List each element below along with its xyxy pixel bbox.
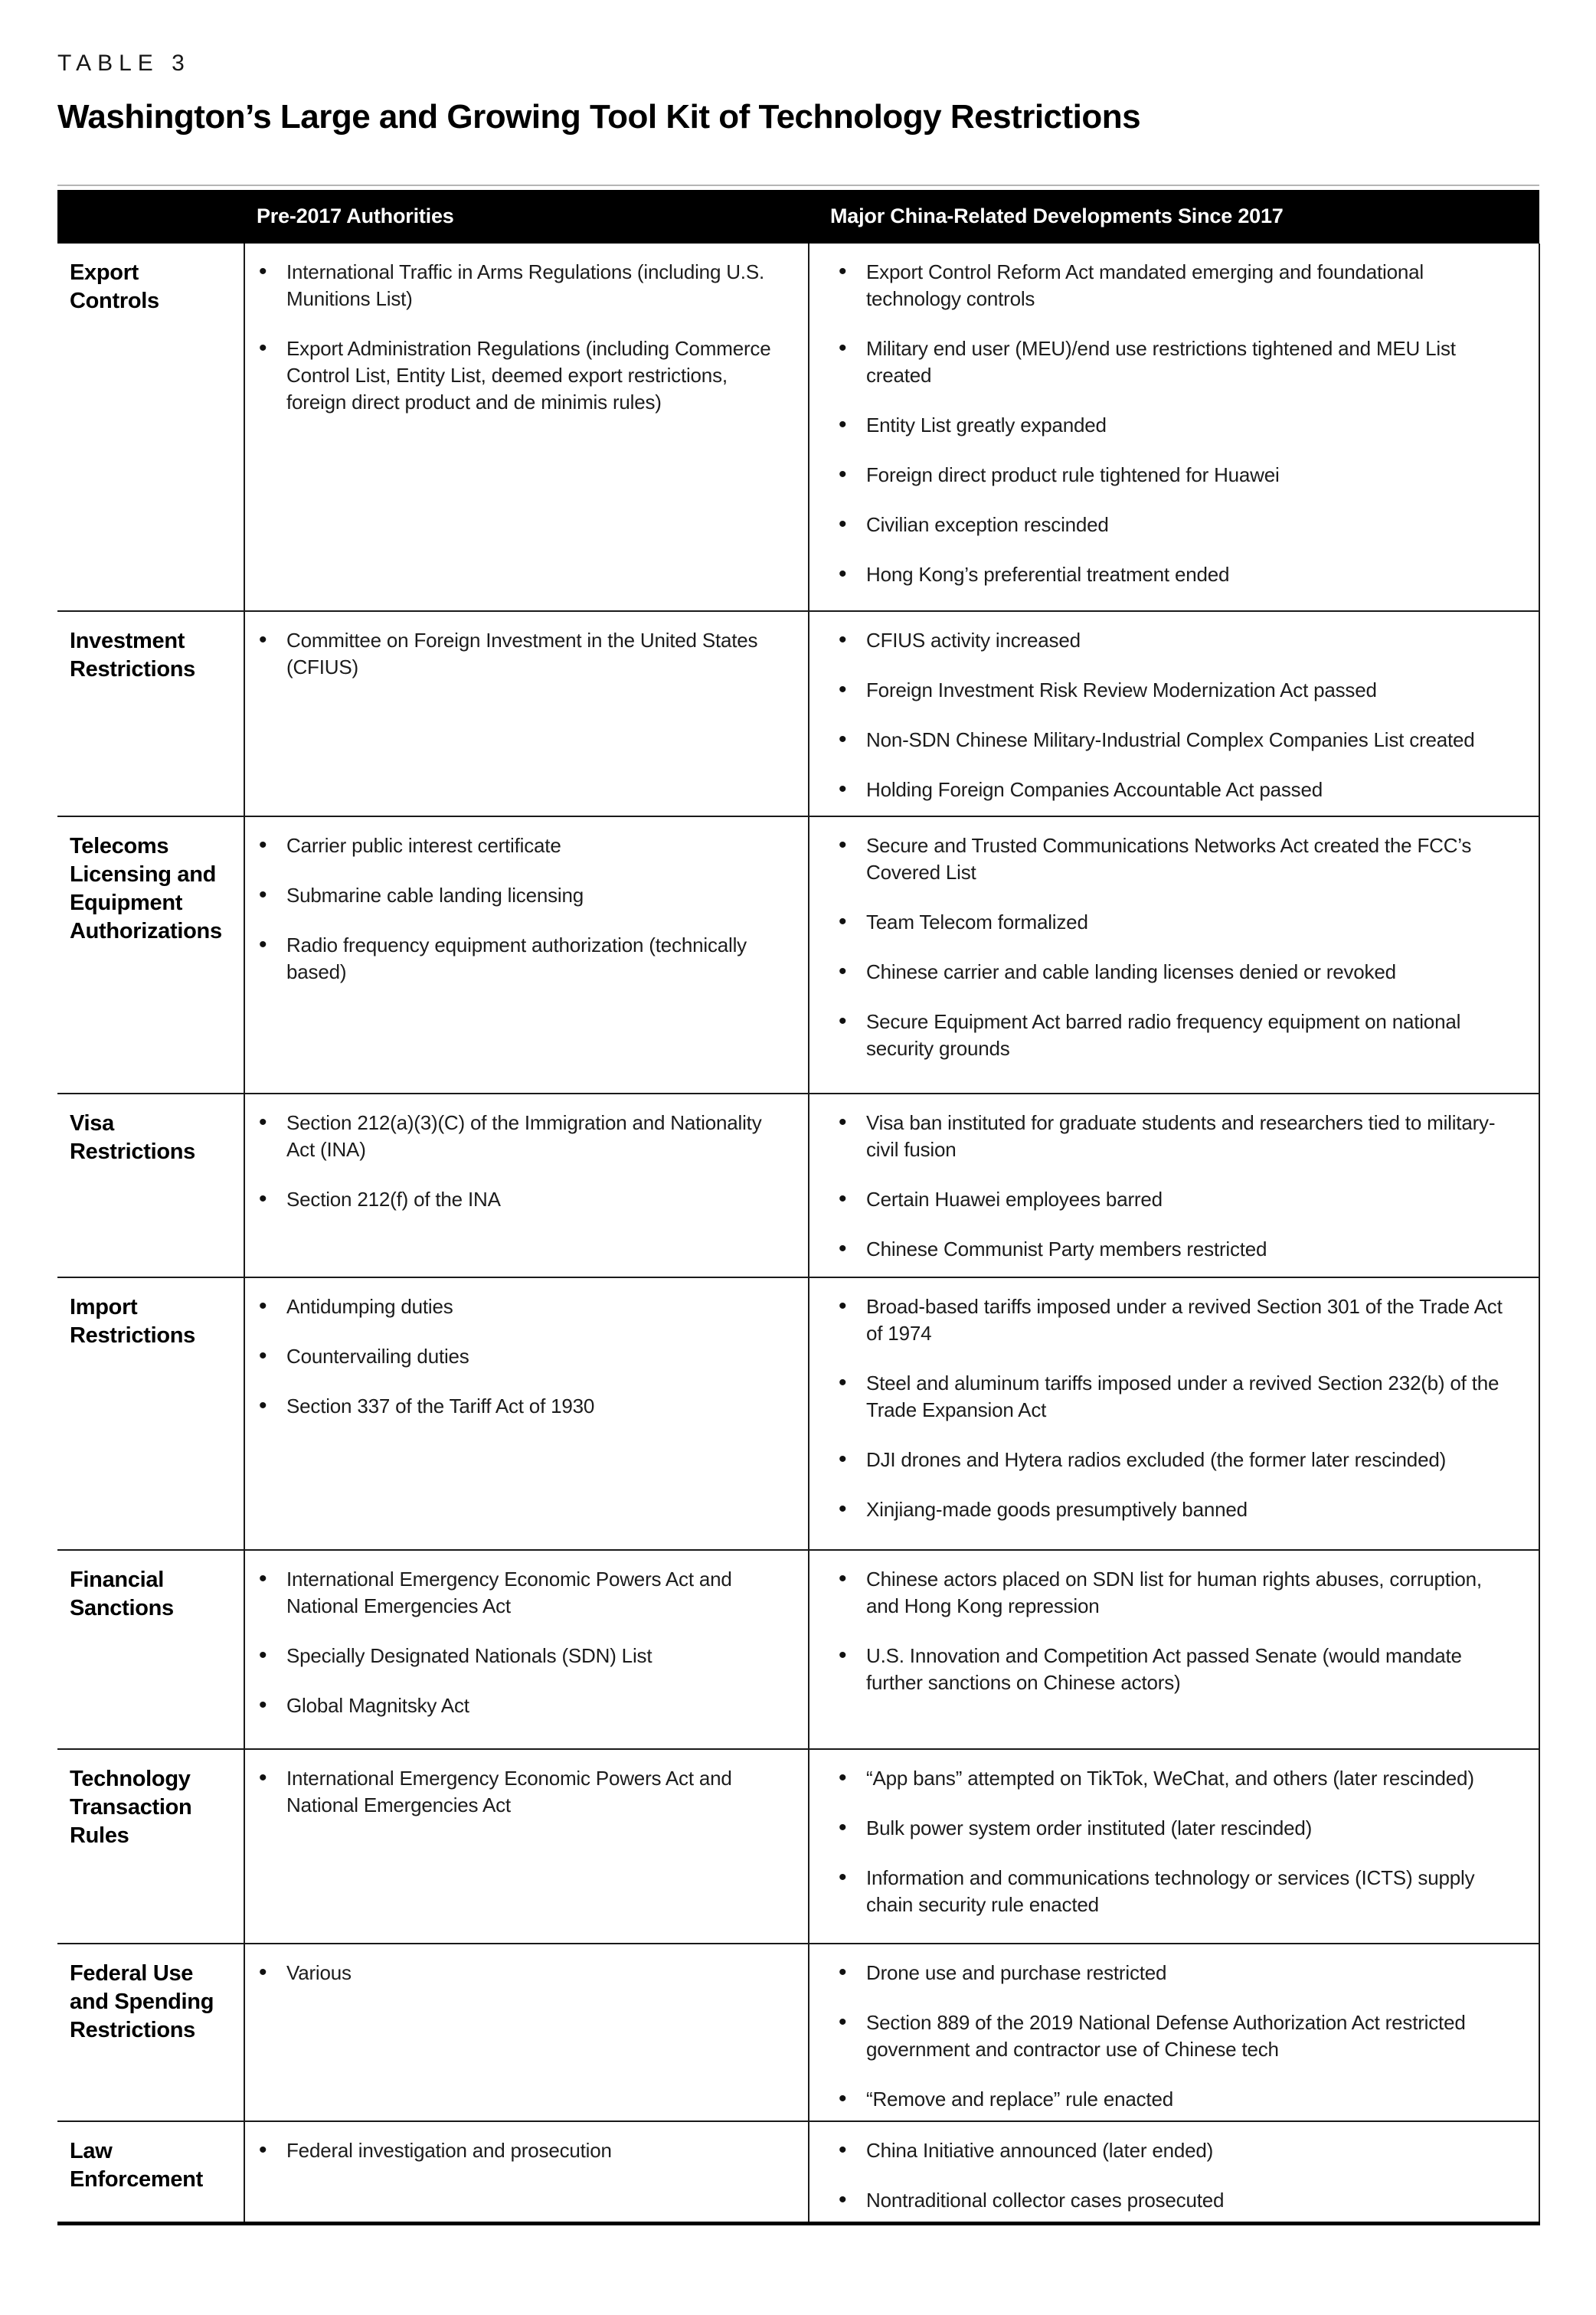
list-item: • Drone use and purchase restricted — [837, 1960, 1516, 1986]
list-item: • Federal investigation and prosecution — [257, 2137, 785, 2164]
page-title: Washington’s Large and Growing Tool Kit of Technology Restrictions — [57, 98, 1141, 136]
list-item: • “Remove and replace” rule enacted — [837, 2086, 1516, 2113]
developments-cell — [809, 1094, 1539, 1277]
table-row — [57, 1550, 1539, 1749]
table-row — [57, 816, 1539, 1094]
row-category: Visa Restrictions — [57, 1094, 244, 1277]
list-item: • Radio frequency equipment authorization (technically based) — [257, 932, 785, 986]
header-developments: Major China-Related Developments Since 2017 — [809, 190, 1539, 244]
row-category: Law Enforcement — [57, 2121, 244, 2224]
list-item: • International Emergency Economic Powers Act and National Emergencies Act — [257, 1765, 785, 1819]
list-item: • Countervailing duties — [257, 1343, 785, 1370]
list-item: • Section 212(a)(3)(C) of the Immigration and Nationality Act (INA) — [257, 1110, 785, 1163]
list-item: • Global Magnitsky Act — [257, 1692, 785, 1719]
list-item: • Export Administration Regulations (including Commerce Control List, Entity List, deemed export restrictions, foreign direct product and de minimis rules) — [257, 335, 785, 416]
list-item: • Foreign Investment Risk Review Modernization Act passed — [837, 677, 1516, 704]
row-category: Import Restrictions — [57, 1277, 244, 1550]
list-item: • CFIUS activity increased — [837, 627, 1516, 654]
list-item: • Information and communications technology or services (ICTS) supply chain security rule enacted — [837, 1865, 1516, 1918]
list-item: • Non-SDN Chinese Military-Industrial Complex Companies List created — [837, 727, 1516, 754]
table-row — [57, 244, 1539, 611]
list-item: • International Traffic in Arms Regulations (including U.S. Munitions List) — [257, 259, 785, 312]
row-category: Financial Sanctions — [57, 1550, 244, 1749]
list-item: • Holding Foreign Companies Accountable Act passed — [837, 777, 1516, 803]
list-item: • Military end user (MEU)/end use restrictions tightened and MEU List created — [837, 335, 1516, 389]
developments-cell — [809, 1749, 1539, 1944]
row-category: Technology Transaction Rules — [57, 1749, 244, 1944]
list-item: • Civilian exception rescinded — [837, 512, 1516, 538]
list-item: • International Emergency Economic Powers Act and National Emergencies Act — [257, 1566, 785, 1620]
list-item: • Carrier public interest certificate — [257, 832, 785, 859]
header-category-cell — [57, 190, 244, 244]
list-item: • Section 337 of the Tariff Act of 1930 — [257, 1393, 785, 1420]
developments-cell — [809, 1944, 1539, 2121]
row-category: Federal Use and Spending Restrictions — [57, 1944, 244, 2121]
pre-2017-cell — [244, 1944, 809, 2121]
list-item: • Visa ban instituted for graduate students and researchers tied to military-civil fusion — [837, 1110, 1516, 1163]
header-row — [57, 190, 1539, 244]
table-top-rule — [57, 185, 1539, 186]
list-item: • U.S. Innovation and Competition Act passed Senate (would mandate further sanctions on Chinese actors) — [837, 1643, 1516, 1696]
list-item: • Nontraditional collector cases prosecuted — [837, 2187, 1516, 2214]
pre-2017-cell — [244, 1550, 809, 1749]
developments-cell — [809, 1277, 1539, 1550]
list-item: • Export Control Reform Act mandated emerging and foundational technology controls — [837, 259, 1516, 312]
list-item: • Committee on Foreign Investment in the United States (CFIUS) — [257, 627, 785, 681]
table-row — [57, 1094, 1539, 1277]
list-item: • Broad-based tariffs imposed under a revived Section 301 of the Trade Act of 1974 — [837, 1293, 1516, 1347]
pre-2017-cell — [244, 611, 809, 816]
list-item: • Section 212(f) of the INA — [257, 1186, 785, 1213]
table-row — [57, 2121, 1539, 2224]
list-item: • Chinese actors placed on SDN list for human rights abuses, corruption, and Hong Kong repression — [837, 1566, 1516, 1620]
developments-cell — [809, 1550, 1539, 1749]
list-item: • Various — [257, 1960, 785, 1986]
list-item: • Certain Huawei employees barred — [837, 1186, 1516, 1213]
list-item: • Antidumping duties — [257, 1293, 785, 1320]
list-item: • Bulk power system order instituted (later rescinded) — [837, 1815, 1516, 1842]
table-row — [57, 1749, 1539, 1944]
list-item: • Chinese Communist Party members restricted — [837, 1236, 1516, 1263]
list-item: • Chinese carrier and cable landing licenses denied or revoked — [837, 959, 1516, 986]
list-item: • Entity List greatly expanded — [837, 412, 1516, 439]
restrictions-table — [57, 190, 1540, 2226]
list-item: • DJI drones and Hytera radios excluded (the former later rescinded) — [837, 1447, 1516, 1473]
table-header — [57, 190, 1539, 244]
list-item: • Xinjiang-made goods presumptively banned — [837, 1496, 1516, 1523]
list-item: • Steel and aluminum tariffs imposed under a revived Section 232(b) of the Trade Expansion Act — [837, 1370, 1516, 1424]
developments-cell — [809, 816, 1539, 1094]
table-row — [57, 1944, 1539, 2121]
table-row — [57, 611, 1539, 816]
list-item: • Specially Designated Nationals (SDN) List — [257, 1643, 785, 1669]
row-category: Investment Restrictions — [57, 611, 244, 816]
pre-2017-cell — [244, 1277, 809, 1550]
pre-2017-cell — [244, 2121, 809, 2224]
table-kicker: TABLE 3 — [57, 51, 191, 76]
list-item: • Team Telecom formalized — [837, 909, 1516, 936]
row-category: Export Controls — [57, 244, 244, 611]
developments-cell — [809, 2121, 1539, 2224]
list-item: • Foreign direct product rule tightened for Huawei — [837, 462, 1516, 489]
developments-cell — [809, 611, 1539, 816]
list-item: • Secure Equipment Act barred radio frequency equipment on national security grounds — [837, 1009, 1516, 1062]
list-item: • China Initiative announced (later ended) — [837, 2137, 1516, 2164]
list-item: • “App bans” attempted on TikTok, WeChat, and others (later rescinded) — [837, 1765, 1516, 1792]
table-row — [57, 1277, 1539, 1550]
list-item: • Section 889 of the 2019 National Defense Authorization Act restricted government and contractor use of Chinese tech — [837, 2009, 1516, 2063]
row-category: Telecoms Licensing and Equipment Authorizations — [57, 816, 244, 1094]
pre-2017-cell — [244, 1094, 809, 1277]
list-item: • Submarine cable landing licensing — [257, 882, 785, 909]
list-item: • Hong Kong’s preferential treatment ended — [837, 561, 1516, 588]
developments-cell — [809, 244, 1539, 611]
list-item: • Secure and Trusted Communications Networks Act created the FCC’s Covered List — [837, 832, 1516, 886]
header-pre-2017: Pre-2017 Authorities — [244, 190, 809, 244]
pre-2017-cell — [244, 1749, 809, 1944]
pre-2017-cell — [244, 816, 809, 1094]
pre-2017-cell — [244, 244, 809, 611]
